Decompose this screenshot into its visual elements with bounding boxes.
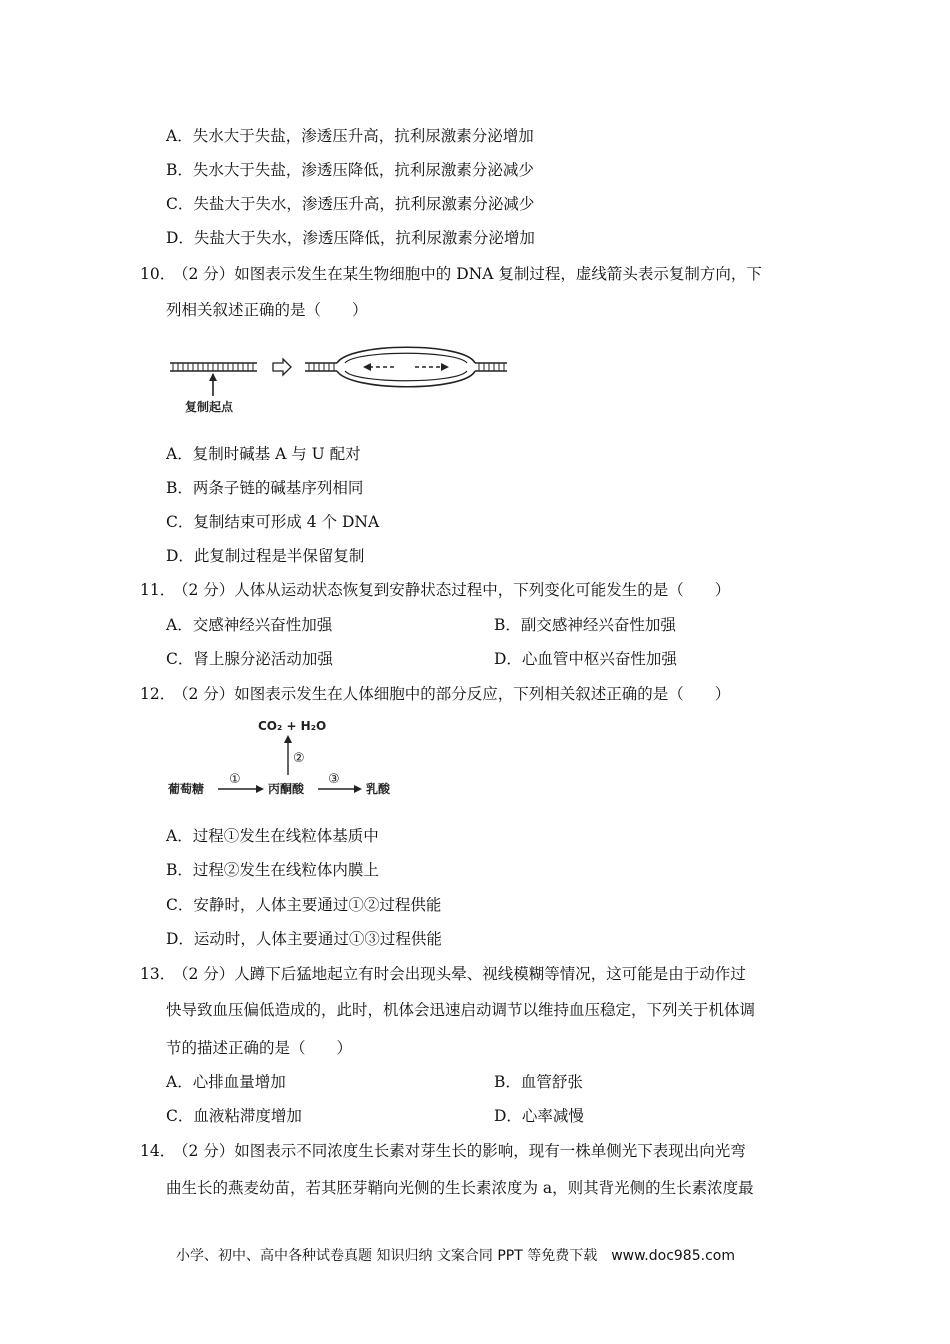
glucose-label: 葡萄糖 [168, 782, 205, 796]
q14-stem-line1: （2 分）如图表示不同浓度生长素对芽生长的影响，现有一株单侧光下表现出向光弯 [173, 1142, 746, 1160]
step1-label: ① [229, 772, 241, 787]
q11-option-a: A．交感神经兴奋性加强 [166, 616, 333, 634]
q11-option-c: C．肾上腺分泌活动加强 [166, 650, 333, 668]
q12-option-c: C．安静时，人体主要通过①②过程供能 [166, 896, 442, 914]
step1-arrow [218, 785, 264, 793]
q13-option-d: D．心率减慢 [494, 1107, 584, 1125]
q12-option-a: A．过程①发生在线粒体基质中 [166, 827, 379, 845]
q10-number: 10． [140, 265, 176, 283]
lactate-label: 乳酸 [366, 782, 391, 796]
q12-number: 12． [140, 685, 176, 703]
q13-stem-line2: 快导致血压偏低造成的，此时，机体会迅速启动调节以维持血压稳定，下列关于机体调 [166, 1001, 756, 1019]
q12-stem: （2 分）如图表示发生在人体细胞中的部分反应，下列相关叙述正确的是（ ） [173, 685, 731, 703]
q13-stem-line1: （2 分）人蹲下后猛地起立有时会出现头晕、视线模糊等情况，这可能是由于动作过 [173, 965, 746, 983]
q13-stem-line3: 节的描述正确的是（ ） [166, 1039, 353, 1057]
q11-stem: （2 分）人体从运动状态恢复到安静状态过程中，下列变化可能发生的是（ ） [173, 581, 731, 599]
co2-h2o-label: CO₂ + H₂O [258, 719, 327, 733]
origin-label: 复制起点 [185, 400, 234, 414]
q12-option-d: D．运动时，人体主要通过①③过程供能 [166, 930, 442, 948]
q14-number: 14． [140, 1142, 176, 1160]
q13-option-c: C．血液粘滞度增加 [166, 1107, 302, 1125]
q12-option-b: B．过程②发生在线粒体内膜上 [166, 861, 379, 879]
dna-double-strand [170, 363, 257, 371]
transition-arrow [273, 359, 291, 375]
q13-option-b: B．血管舒张 [494, 1073, 583, 1091]
step3-label: ③ [328, 772, 340, 787]
q13-option-a: A．心排血量增加 [166, 1073, 286, 1091]
q9-option-b: B．失水大于失盐，渗透压降低，抗利尿激素分泌减少 [166, 161, 534, 179]
replication-direction-arrows [363, 363, 449, 371]
q9-option-d: D．失盐大于失水，渗透压降低，抗利尿激素分泌增加 [166, 229, 535, 247]
dna-replication-figure [165, 336, 515, 416]
q9-option-c: C．失盐大于失水，渗透压升高，抗利尿激素分泌减少 [166, 195, 535, 213]
q10-stem-line1: （2 分）如图表示发生在某生物细胞中的 DNA 复制过程，虚线箭头表示复制方向，下 [173, 265, 762, 283]
step2-arrow [284, 735, 292, 775]
q10-stem-line2: 列相关叙述正确的是（ ） [166, 301, 368, 319]
step3-arrow [318, 785, 362, 793]
origin-arrow [209, 373, 217, 396]
q11-option-d: D．心血管中枢兴奋性加强 [494, 650, 677, 668]
pyruvate-label: 丙酮酸 [268, 782, 305, 796]
metabolism-figure [166, 715, 406, 805]
q13-number: 13． [140, 965, 176, 983]
q10-option-c: C．复制结束可形成 4 个 DNA [166, 513, 380, 531]
q10-option-a: A．复制时碱基 A 与 U 配对 [166, 445, 361, 463]
q9-option-a: A．失水大于失盐，渗透压升高，抗利尿激素分泌增加 [166, 127, 534, 145]
page-footer: 小学、初中、高中各种试卷真题 知识归纳 文案合同 PPT 等免费下载 www.doc985.com [176, 1248, 735, 1264]
step2-label: ② [293, 751, 305, 766]
q11-option-b: B．副交感神经兴奋性加强 [494, 616, 676, 634]
replication-bubble [305, 347, 507, 387]
q11-number: 11． [140, 581, 176, 599]
q14-stem-line2: 曲生长的燕麦幼苗，若其胚芽鞘向光侧的生长素浓度为 a，则其背光侧的生长素浓度最 [166, 1179, 754, 1197]
q10-option-d: D．此复制过程是半保留复制 [166, 547, 365, 565]
q10-option-b: B．两条子链的碱基序列相同 [166, 479, 364, 497]
